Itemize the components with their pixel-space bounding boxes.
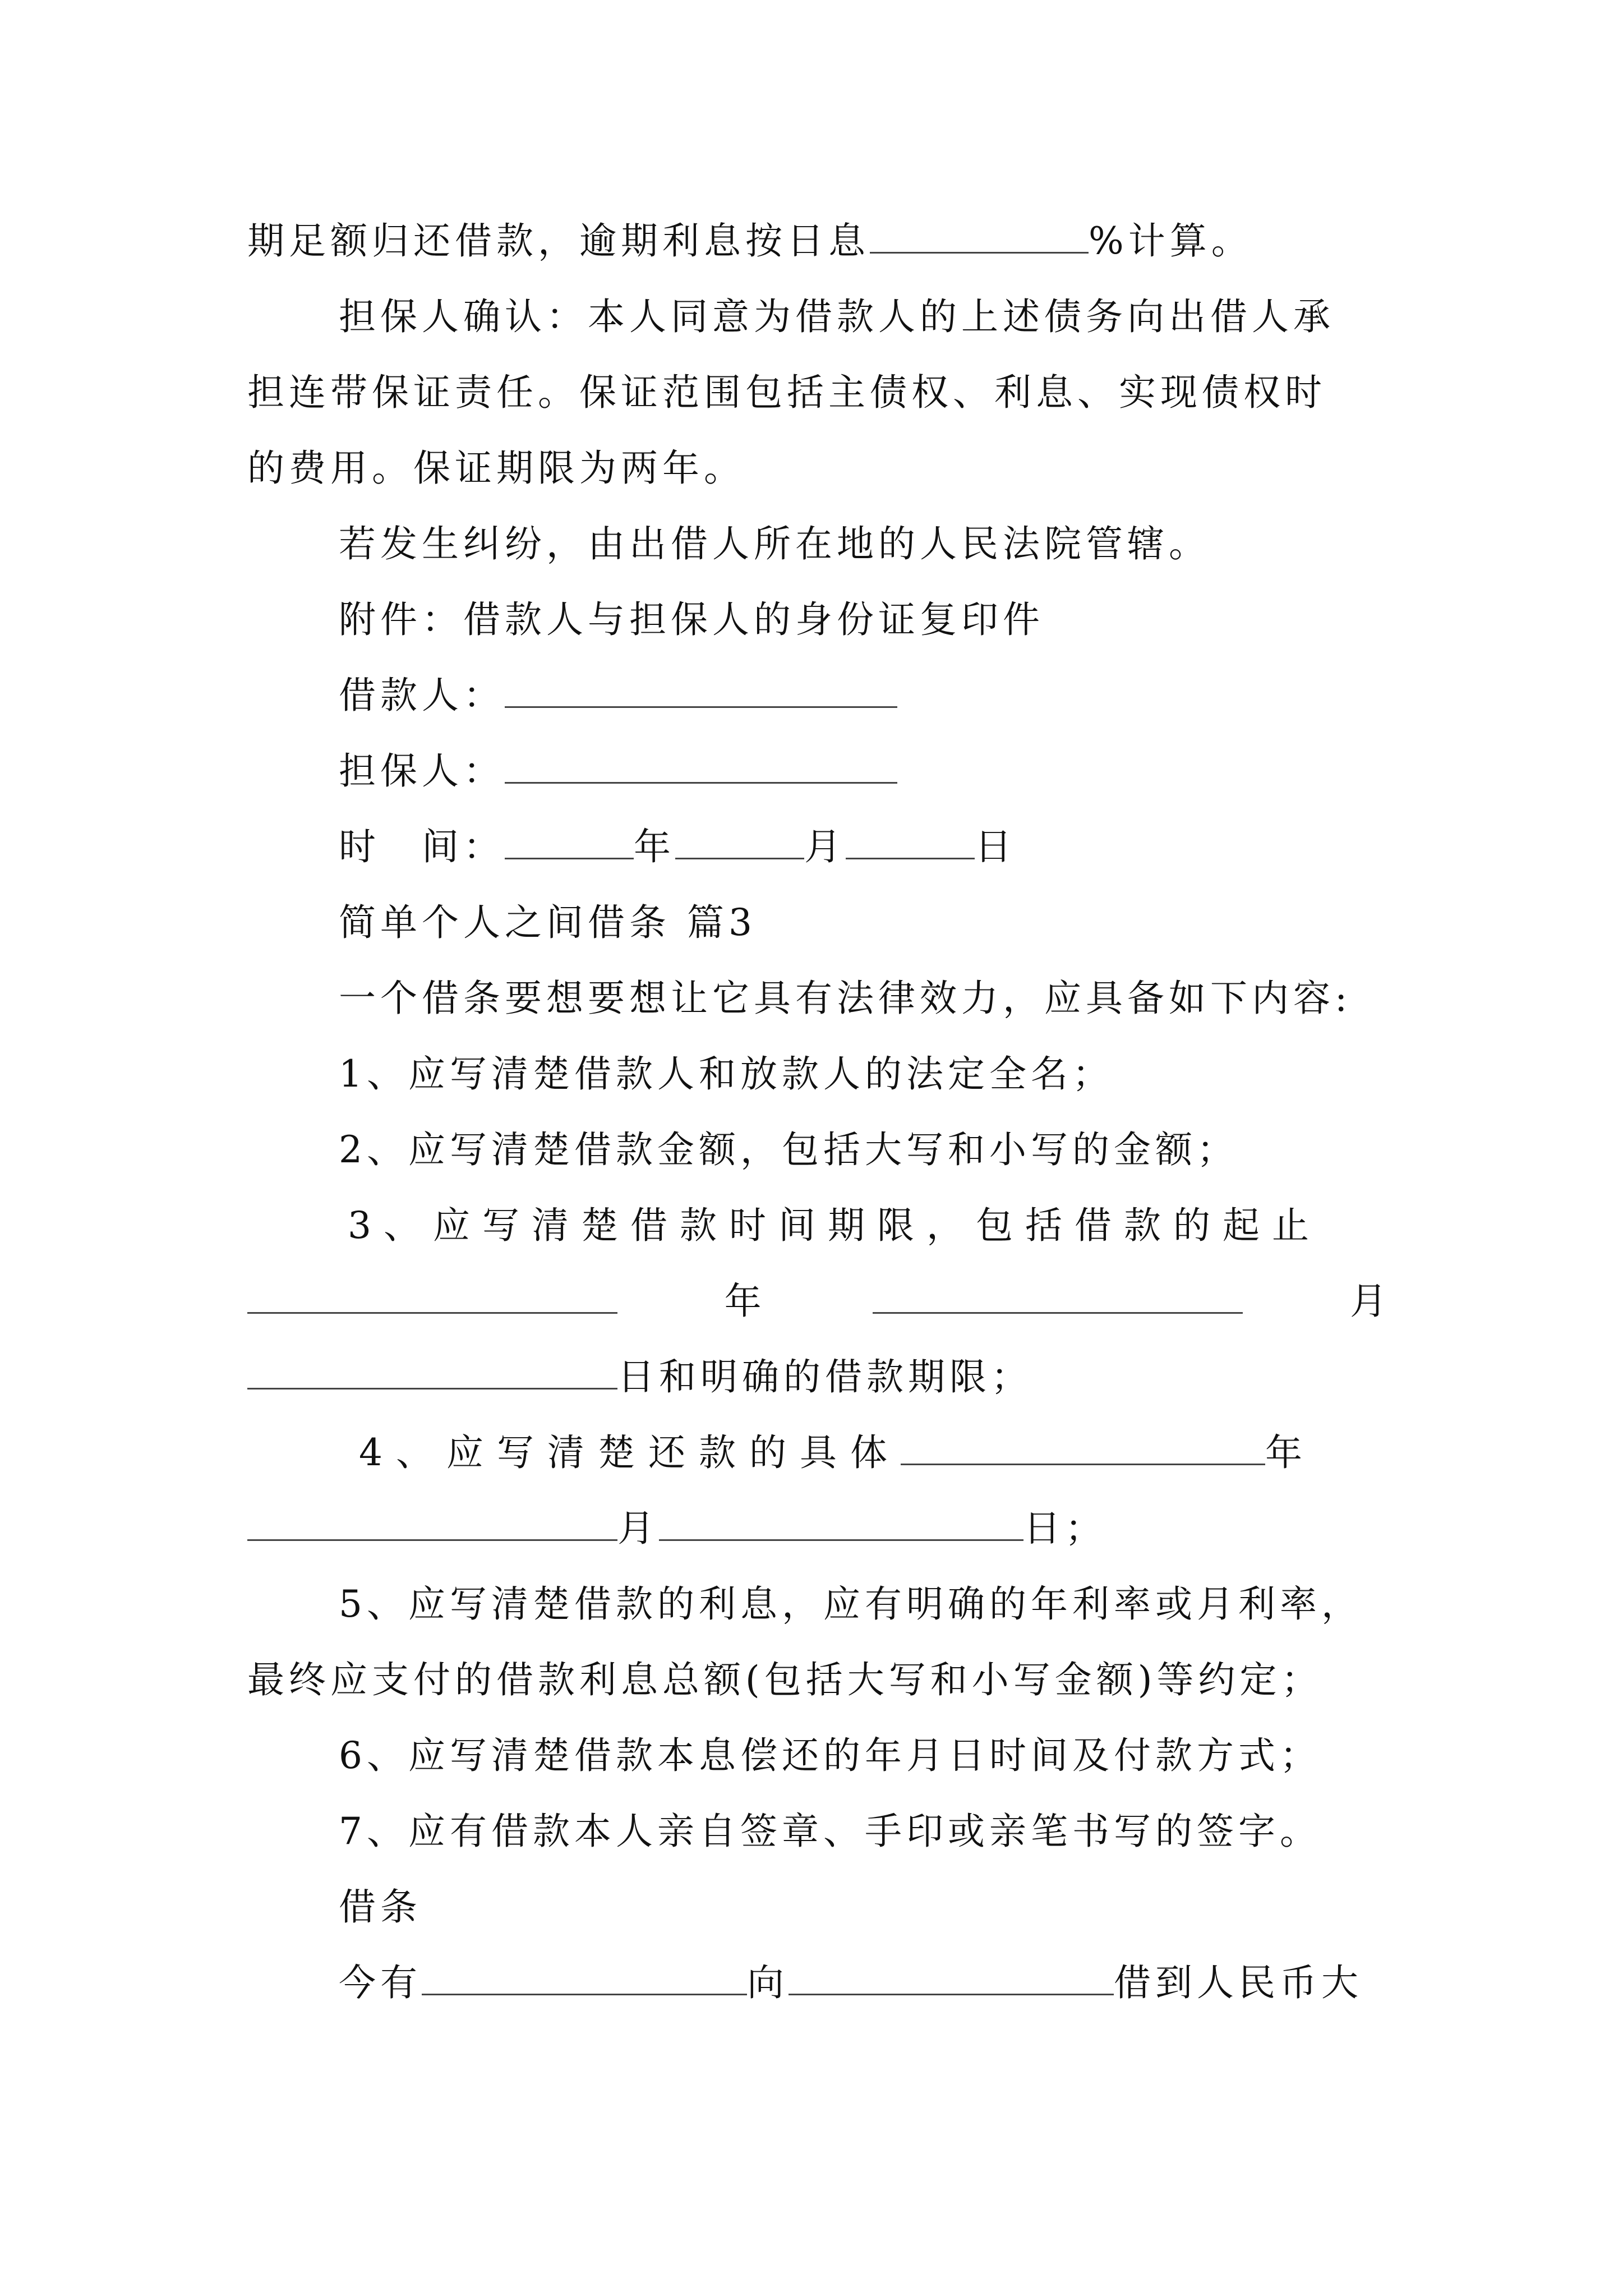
text: 7、应有借款本人亲自签章、手印或亲笔书写的签字。 — [339, 1810, 1321, 1853]
text: %计算。 — [1089, 219, 1253, 263]
fill-blank-start-day — [247, 1358, 617, 1389]
fill-blank-start-month — [873, 1282, 1243, 1314]
year-unit: 年 — [724, 1280, 766, 1323]
signature-guarantor — [339, 740, 1483, 802]
paragraph-guarantor-line3 — [247, 438, 1391, 499]
borrower-label: 借款人： — [339, 674, 505, 717]
signature-date — [339, 816, 1483, 878]
text: 的费用。保证期限为两年。 — [247, 447, 745, 490]
paragraph-overdue-interest — [247, 210, 1391, 272]
text: 日和明确的借款期限； — [617, 1355, 1032, 1398]
day-unit: 日 — [975, 825, 1016, 868]
time-label: 时 间： — [339, 825, 505, 868]
fill-blank-day — [846, 827, 975, 859]
list-item-3-line1 — [348, 1195, 1391, 1257]
text: 附件：借款人与担保人的身份证复印件 — [339, 598, 1044, 641]
text: 4、应写清楚还款的具体 — [359, 1431, 901, 1474]
paragraph-dispute — [339, 513, 1483, 575]
list-item-4-line1 — [359, 1422, 1391, 1484]
text: 向 — [747, 1961, 789, 2004]
text: 5、应写清楚借款的利息，应有明确的年利率或月利率， — [339, 1582, 1363, 1626]
list-item-5-line2 — [247, 1649, 1391, 1711]
month-unit: 月 — [617, 1507, 659, 1550]
year-unit: 年 — [634, 825, 675, 868]
fill-blank-start-year — [247, 1282, 617, 1314]
fill-blank-repay-year — [901, 1433, 1265, 1465]
paragraph-attachment — [339, 589, 1483, 651]
text: 最终应支付的借款利息总额(包括大写和小写金额)等约定； — [247, 1658, 1323, 1701]
guarantor-label: 担保人： — [339, 749, 505, 793]
text: 3、应写清楚借款时间期限，包括借款的起止 — [348, 1204, 1321, 1247]
fill-blank-repay-month-before — [247, 1509, 617, 1541]
text: 借条 — [339, 1885, 422, 1929]
text: 简单个人之间借条 篇3 — [339, 901, 757, 944]
fill-blank-daily-interest — [870, 222, 1089, 254]
section-title — [339, 892, 1483, 954]
text: 2、应写清楚借款金额，包括大写和小写的金额； — [339, 1128, 1238, 1171]
text: 今有 — [339, 1961, 422, 2004]
list-item-6 — [339, 1725, 1483, 1787]
text: 担保人确认：本人同意为借款人的上述债务向出借人承 — [339, 295, 1335, 338]
fill-blank-borrower-name — [422, 1963, 747, 1995]
list-item-2 — [339, 1119, 1483, 1181]
paragraph-guarantor-line2 — [247, 362, 1391, 424]
text: 期足额归还借款，逾期利息按日息 — [247, 219, 870, 263]
fill-blank-guarantor — [505, 752, 897, 784]
year-unit: 年 — [1265, 1431, 1316, 1474]
text: 1、应写清楚借款人和放款人的法定全名； — [339, 1052, 1114, 1096]
text: 若发生纠纷，由出借人所在地的人民法院管辖。 — [339, 522, 1210, 565]
list-item-3-line2 — [247, 1271, 1391, 1332]
paragraph-guarantor-line1 — [339, 286, 1483, 348]
list-item-7 — [339, 1801, 1483, 1862]
text: 6、应写清楚借款本息偿还的年月日时间及付款方式； — [339, 1734, 1321, 1777]
list-item-4-line2 — [247, 1498, 1391, 1559]
list-item-1 — [339, 1043, 1483, 1105]
paragraph-intro — [339, 968, 1483, 1029]
fill-blank-borrower — [505, 676, 897, 708]
fill-blank-year — [505, 827, 634, 859]
iou-title — [339, 1876, 1483, 1938]
text: 日； — [1023, 1507, 1106, 1550]
list-item-3-line3 — [247, 1346, 1391, 1408]
list-item-5-line1 — [339, 1573, 1483, 1635]
month-unit: 月 — [1349, 1280, 1391, 1323]
signature-borrower — [339, 665, 1483, 726]
month-unit: 月 — [804, 825, 846, 868]
fill-blank-lender-name — [789, 1963, 1114, 1995]
text: 担连带保证责任。保证范围包括主债权、利息、实现债权时 — [247, 371, 1326, 414]
iou-body-line1 — [339, 1952, 1483, 2014]
fill-blank-month — [675, 827, 804, 859]
text: 一个借条要想要想让它具有法律效力，应具备如下内容: — [339, 977, 1352, 1020]
text: 借到人民币大 — [1114, 1961, 1363, 2004]
fill-blank-repay-day — [659, 1509, 1023, 1541]
